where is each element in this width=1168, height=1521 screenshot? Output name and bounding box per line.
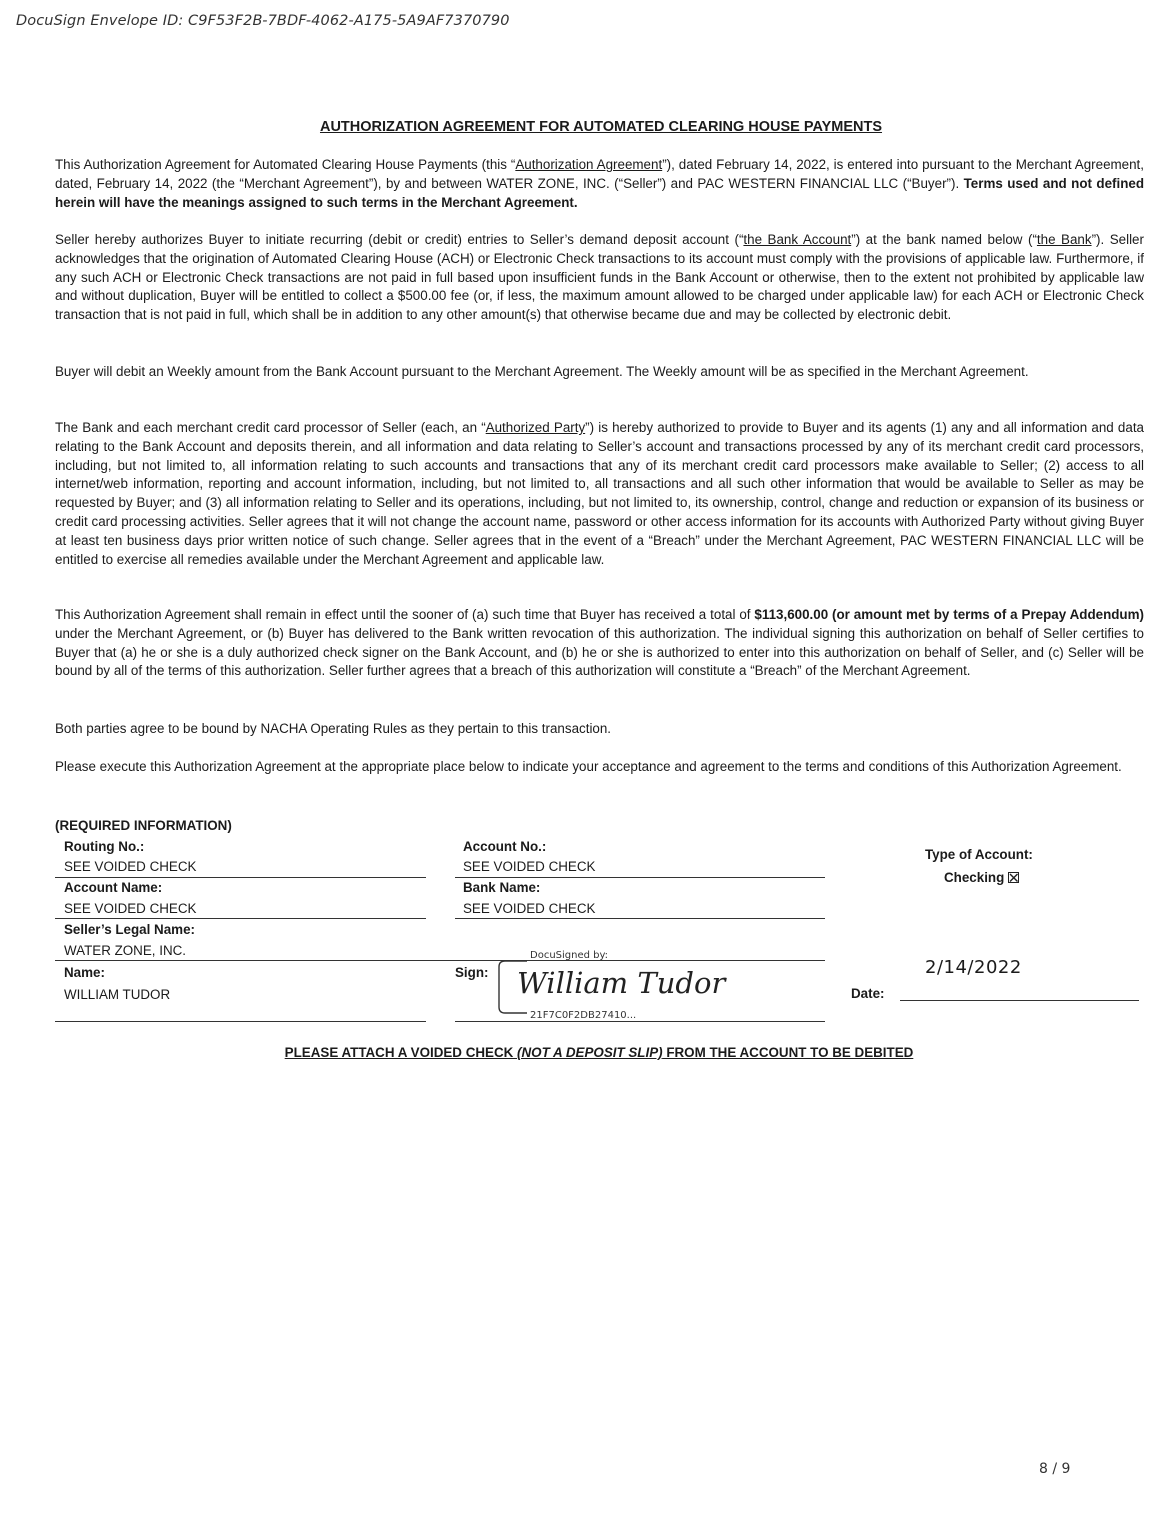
checking-checkbox xyxy=(1008,872,1019,883)
authorization-paragraph: Seller hereby authorizes Buyer to initiate recurring (debit or credit) entries to Seller’s demand deposit account (“the Bank Account”) at the bank named below (“the Bank”). Seller acknowledges that the origination of Automated Clearing House (ACH) or Electronic Check transactions to its account must comply with the provisions of applicable law. Furthermore, if any such ACH or Electronic Check transactions are not paid in full based upon insufficient funds in the Bank Account or otherwise, then to the extent not prohibited by applicable law and without duplication, Buyer will be entitled to collect a $500.00 fee (or, if less, the maximum amount allowed to be charged under applicable law) for each ACH or Electronic Check transaction that is not paid in full, which shall be in addition to any other amount(s) that otherwise became due and may be collected by electronic debit. xyxy=(55,232,1144,323)
sign-line xyxy=(455,1021,825,1022)
name-value: WILLIAM TUDOR xyxy=(64,987,171,1002)
legal-name-label: Seller’s Legal Name: xyxy=(64,922,195,937)
term-paragraph: This Authorization Agreement shall remain in effect until the sooner of (a) such time that Buyer has received a total of $113,600.00 (or amount met by terms of a Prepay Addendum) under the Merchant Agreement, or (b) Buyer has delivered to the Bank written revocation of this authorization. The individual signing this authorization on behalf of Seller certifies to Buyer that (a) he or she is a duly authorized check signer on the Bank Account, and (b) he or she is authorized to enter into this authorization on behalf of Seller, and (c) Seller will be bound by all of the terms of this authorization. Seller further agrees that a breach of this authorization will constitute a “Breach” of the Merchant Agreement. xyxy=(55,607,1144,679)
type-of-account-label: Type of Account: xyxy=(925,847,1033,862)
account-no-value: SEE VOIDED CHECK xyxy=(463,859,596,874)
routing-label: Routing No.: xyxy=(64,839,145,854)
required-information-heading: (REQUIRED INFORMATION) xyxy=(55,818,232,833)
docusign-envelope-id: DocuSign Envelope ID: C9F53F2B-7BDF-4062-A175-5A9AF7370790 xyxy=(16,13,510,29)
checking-option: Checking xyxy=(944,870,1019,885)
execute-paragraph: Please execute this Authorization Agreement at the appropriate place below to indicate your acceptance and agreement to the terms and conditions of this Authorization Agreement. xyxy=(55,759,1122,774)
document-title: AUTHORIZATION AGREEMENT FOR AUTOMATED CLEARING HOUSE PAYMENTS xyxy=(319,119,883,135)
name-line xyxy=(55,1021,426,1022)
date-label: Date: xyxy=(851,986,885,1001)
name-label: Name: xyxy=(64,965,105,980)
page-number: 8 / 9 xyxy=(1039,1461,1071,1477)
legal-name-value: WATER ZONE, INC. xyxy=(64,943,186,958)
docusigned-by-label: DocuSigned by: xyxy=(530,950,609,961)
account-name-label: Account Name: xyxy=(64,880,163,895)
voided-check-instruction: PLEASE ATTACH A VOIDED CHECK (NOT A DEPOSIT SLIP) FROM THE ACCOUNT TO BE DEBITED xyxy=(284,1045,914,1060)
account-name-value: SEE VOIDED CHECK xyxy=(64,901,197,916)
account-name-line xyxy=(55,918,426,919)
legal-name-line xyxy=(55,960,825,961)
account-no-line xyxy=(455,877,825,878)
authorized-party-paragraph: The Bank and each merchant credit card processor of Seller (each, an “Authorized Party”) is hereby authorized to provide to Buyer and its agents (1) any and all information and data relating to the Bank Account and deposits therein, and all information and data relating to Seller’s account and transactions processed by any of its merchant credit card processors, including, but not limited to, all information relating to such accounts and transactions that any of its merchant credit card processors make available to Seller; (2) access to all internet/web information, reporting and account information, including, but not limited to, all transactions and all such other information that would be available to Seller as may be requested by Buyer; and (3) all information relating to Seller and its operations, including, but not limited to, its ownership, control, change and reduction or expansion of its business or credit card processing activities. Seller agrees that it will not change the account name, password or other access information for its accounts with Authorized Party without giving Buyer at least ten business days prior written notice of such change. Seller agrees that in the event of a “Breach” under the Merchant Agreement, PAC WESTERN FINANCIAL LLC will be entitled to exercise all remedies available under the Merchant Agreement and applicable law. xyxy=(55,420,1144,567)
intro-paragraph: This Authorization Agreement for Automated Clearing House Payments (this “Authorization Agreement”), dated February 14, 2022, is entered into pursuant to the Merchant Agreement, dated, February 14, 2022 (the “Merchant Agreement”), by and between WATER ZONE, INC. (“Seller”) and PAC WESTERN FINANCIAL LLC (“Buyer”). Terms used and not defined herein will have the meanings assigned to such terms in the Merchant Agreement. xyxy=(55,157,1145,210)
routing-value: SEE VOIDED CHECK xyxy=(64,859,197,874)
bank-name-value: SEE VOIDED CHECK xyxy=(463,901,596,916)
bank-name-label: Bank Name: xyxy=(463,880,541,895)
nacha-paragraph: Both parties agree to be bound by NACHA Operating Rules as they pertain to this transaction. xyxy=(55,721,612,736)
signature: William Tudor xyxy=(517,966,726,1000)
routing-line xyxy=(55,877,426,878)
date-line xyxy=(900,1000,1139,1001)
sign-label: Sign: xyxy=(455,965,489,980)
signature-id: 21F7C0F2DB27410... xyxy=(530,1010,637,1021)
debit-paragraph: Buyer will debit an Weekly amount from the Bank Account pursuant to the Merchant Agreement. The Weekly amount will be as specified in the Merchant Agreement. xyxy=(55,364,1029,379)
account-no-label: Account No.: xyxy=(463,839,547,854)
bank-name-line xyxy=(455,918,825,919)
date-value: 2/14/2022 xyxy=(925,957,1022,978)
